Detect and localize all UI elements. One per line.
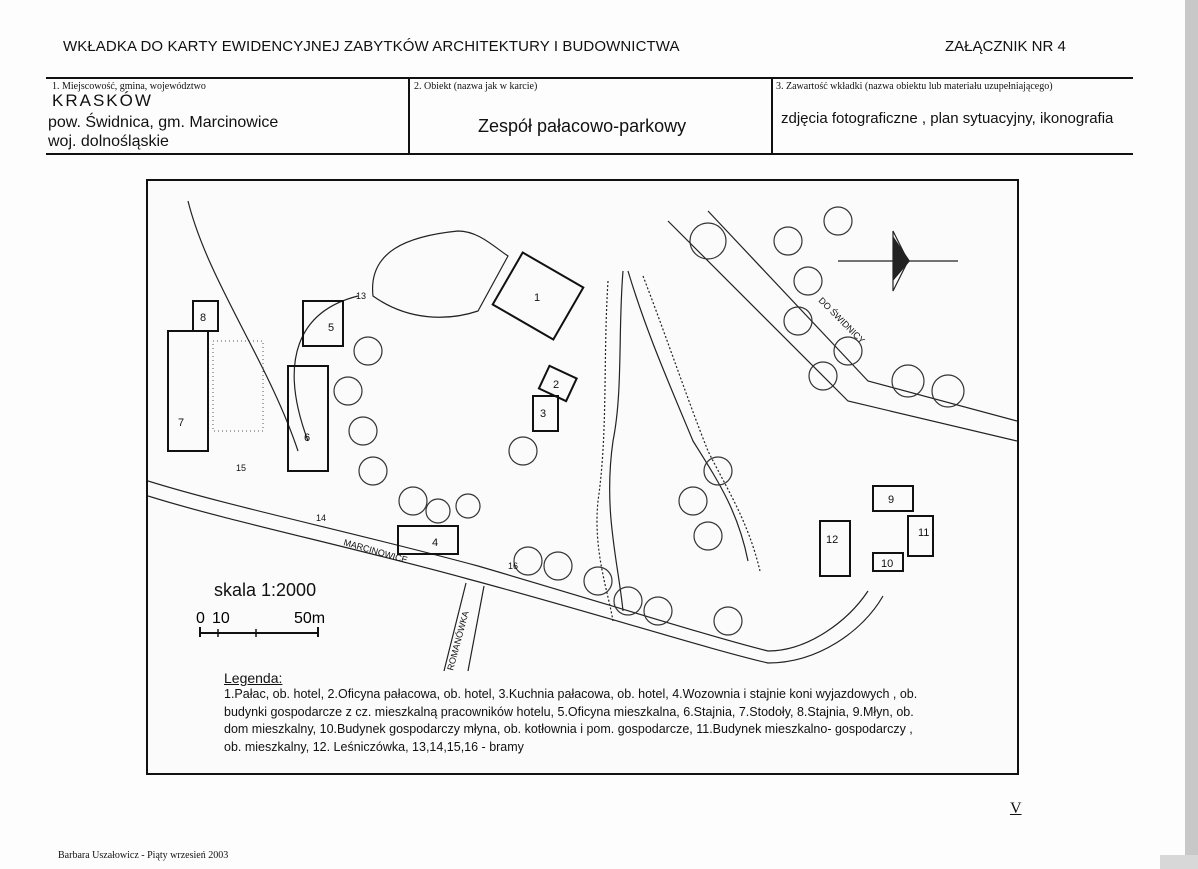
road-label-marcinowice: MARCINOWICE: [342, 537, 409, 566]
stream-bank: [597, 276, 760, 621]
building-label-6: 6: [304, 432, 311, 444]
road-labels: [342, 295, 867, 672]
location-county: pow. Świdnica, gm. Marcinowice: [48, 114, 279, 131]
building-label-1: 1: [534, 292, 541, 304]
content-value: zdjęcia fotograficzne , plan sytuacyjny, ikonografia: [781, 110, 1114, 127]
stream: [610, 271, 748, 611]
legend-line-4: ob. mieszkalny, 12. Leśniczówka, 13,14,15,16 - bramy: [224, 739, 524, 754]
scan-edge-right: [1185, 0, 1198, 869]
building-label-7: 7: [178, 417, 185, 429]
scale-bar: [196, 603, 336, 643]
tree-group: [334, 207, 964, 635]
building-12: [820, 521, 850, 576]
building-label-11: 11: [918, 527, 930, 539]
location-place: KRASKÓW: [52, 91, 153, 110]
gate-label-16: 16: [508, 561, 519, 571]
document-title: WKŁADKA DO KARTY EWIDENCYJNEJ ZABYTKÓW ARCHITEKTURY I BUDOWNICTWA: [63, 38, 680, 55]
object-label: 2. Obiekt (nazwa jak w karcie): [414, 81, 538, 92]
building-4: [398, 526, 458, 554]
building-label-12: 12: [826, 534, 839, 546]
legend-line-1: 1.Pałac, ob. hotel, 2.Oficyna pałacowa, ob. hotel, 3.Kuchnia pałacowa, ob. hotel, 4.Wozownia i stajnie koni wyjazdowych , ob.: [224, 687, 918, 701]
building-label-10: 10: [881, 558, 894, 570]
location-label: 1. Miejscowość, gmina, województwo: [52, 81, 206, 92]
legend: [224, 670, 984, 756]
table-divider-2: [771, 77, 773, 155]
scan-edge-bottom: [1160, 855, 1198, 869]
building-label-3: 3: [540, 408, 547, 420]
footer-author-date: Barbara Uszałowicz - Piąty wrzesień 2003: [58, 850, 229, 861]
scale-tick-10: 10: [212, 610, 230, 627]
building-label-5: 5: [328, 322, 335, 334]
building-label-2: 2: [553, 379, 560, 391]
building-5: [303, 301, 343, 346]
content-label: 3. Zawartość wkładki (nazwa obiektu lub materiału uzupełniającego): [776, 81, 1053, 92]
table-divider-1: [408, 77, 410, 155]
object-value: Zespół pałacowo-parkowy: [478, 116, 687, 136]
building-label-4: 4: [432, 537, 439, 549]
gate-label-15: 15: [236, 463, 247, 473]
table-top-rule: [46, 77, 1133, 79]
legend-heading: Legenda:: [224, 670, 283, 686]
building-7: [168, 331, 208, 451]
legend-line-3: dom mieszkalny, 10.Budynek gospodarczy młyna, ob. kotłownia i pom. gospodarcze, 11.Budynek mieszkalno- gospodarczy ,: [224, 722, 913, 736]
gate-label-13: 13: [356, 291, 367, 301]
building-label-9: 9: [888, 494, 895, 506]
page-mark: V: [1010, 800, 1022, 817]
scale-tick-0: 0: [196, 610, 205, 627]
scale-tick-50m: 50m: [294, 610, 326, 627]
building-label-8: 8: [200, 312, 207, 324]
road-label-romanowka: ROMANÓWKA: [445, 609, 471, 672]
location-voivodeship: woj. dolnośląskie: [48, 133, 169, 150]
scale-label: skala 1:2000: [214, 580, 317, 600]
road-label-swidnica: DO ŚWIDNICY: [816, 295, 867, 346]
palace-drive: [373, 231, 508, 317]
gate-label-14: 14: [316, 513, 327, 523]
table-bottom-rule: [46, 153, 1133, 155]
legend-line-2: budynki gospodarcze z cz. mieszkalną pracowników hotelu, 5.Oficyna mieszkalna, 6.Stajnia, 7.Stodoły, 8.Stajnia, 9.Młyn, ob.: [224, 704, 914, 719]
attachment-number: ZAŁĄCZNIK NR 4: [945, 38, 1066, 55]
